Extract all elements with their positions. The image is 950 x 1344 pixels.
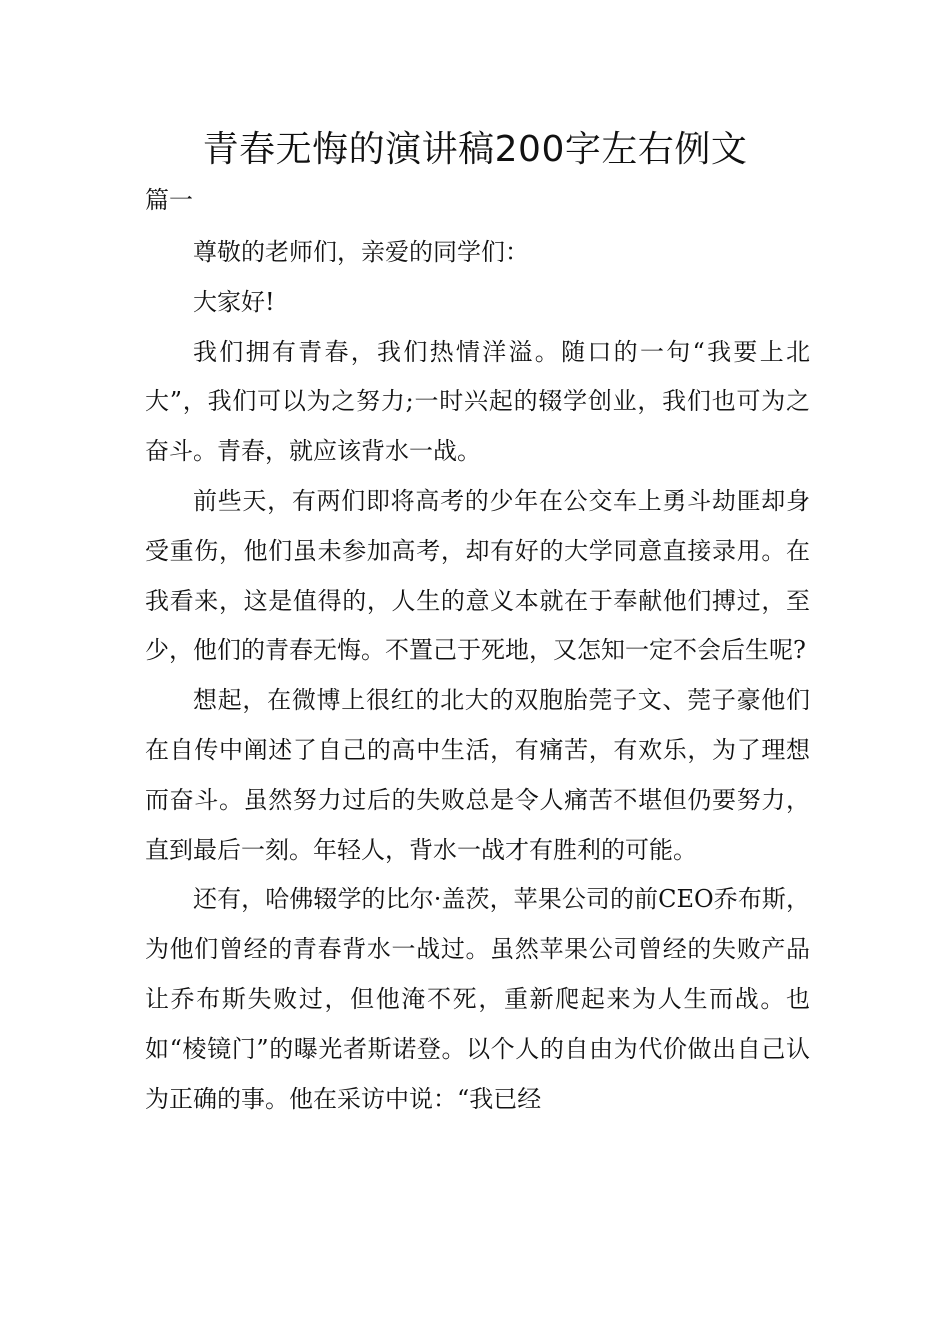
paragraph-robbers: 前些天，有两们即将高考的少年在公交车上勇斗劫匪却身受重伤，他们虽未参加高考，却有好的大学同意直接录用。在我看来，这是值得的，人生的意义本就在于奉献他们搏过，至少，他们的青春无悔。不置己于死地，又怎知一定不会后生呢? [145,486,810,665]
paragraph-twins: 想起，在微博上很红的北大的双胞胎莞子文、莞子豪他们在自传中阐述了自己的高中生活，有痛苦，有欢乐，为了理想而奋斗。虽然努力过后的失败总是令人痛苦不堪但仍要努力，直到最后一刻。年轻人，背水一战才有胜利的可能。 [145,686,810,864]
paragraph-hello: 大家好! [193,287,275,316]
paragraph-gates-jobs: 还有，哈佛辍学的比尔·盖茨，苹果公司的前CEO乔布斯，为他们曾经的青春背水一战过。虽然苹果公司曾经的失败产品让乔布斯失败过，但他淹不死，重新爬起来为人生而战。也如“棱镜门”的曝光者斯诺登。以个人的自由为代价做出自己认为正确的事。他在采访中说：“我已经 [145,885,810,1113]
paragraph-greeting: 尊敬的老师们，亲爱的同学们： [193,238,529,266]
document-body [145,228,810,1124]
section-label: 篇一 [145,186,193,214]
document-title: 青春无悔的演讲稿200字左右例文 [202,129,748,170]
paragraph-youth: 我们拥有青春，我们热情洋溢。随口的一句“我要上北大”，我们可以为之努力;一时兴起的辍学创业，我们也可为之奋斗。青春，就应该背水一战。 [145,337,810,466]
